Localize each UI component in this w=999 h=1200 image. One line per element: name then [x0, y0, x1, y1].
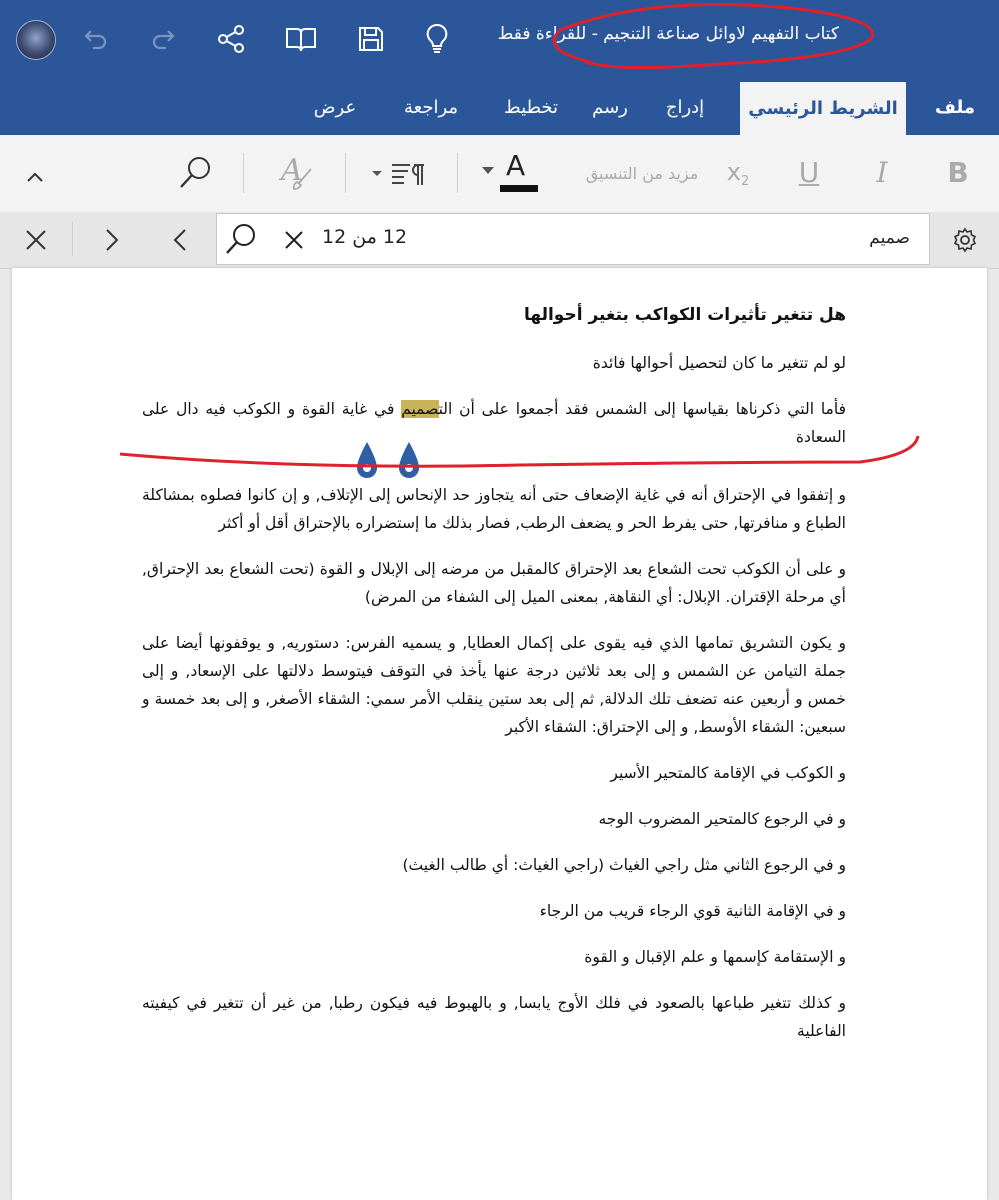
find-search-icon[interactable]: [220, 218, 262, 260]
find-query-text[interactable]: صميم: [869, 228, 910, 248]
paragraph: و في الرجوع الثاني مثل راجي الغياث (راجي الغياث: أي طالب الغيث): [402, 856, 846, 874]
paintbrush-icon: [291, 167, 315, 191]
paragraph-formatting-button[interactable]: [366, 150, 430, 196]
previous-result-button[interactable]: [160, 221, 200, 259]
ribbon-separator: [457, 153, 458, 193]
styles-letter: A: [281, 153, 303, 188]
italic-label: I: [876, 155, 888, 189]
more-formatting-button[interactable]: مزيد من التنسيق: [585, 163, 699, 183]
paragraph: و في الرجوع كالمتحير المضروب الوجه: [598, 810, 846, 828]
find-button[interactable]: [172, 150, 218, 196]
subscript-index: 2: [740, 173, 750, 189]
tab-home[interactable]: الشريط الرئيسي: [740, 82, 906, 135]
font-color-letter: A: [506, 149, 526, 182]
tab-file[interactable]: ملف: [935, 97, 975, 118]
document-heading: هل تتغير تأثيرات الكواكب بتغير أحوالها: [523, 305, 846, 325]
subscript-label: x: [726, 158, 741, 186]
collapse-ribbon-button[interactable]: [18, 160, 52, 194]
share-icon[interactable]: [212, 20, 250, 58]
clear-find-button[interactable]: [276, 222, 312, 258]
paragraph-text: فأما التي ذكرناها بقياسها إلى الشمس فقد أجمعوا على أن الت: [438, 400, 846, 418]
next-result-button[interactable]: [92, 221, 132, 259]
tab-draw[interactable]: رسم: [592, 97, 628, 118]
subscript-button[interactable]: [718, 152, 758, 192]
paragraph: لو لم تتغير ما كان لتحصيل أحوالها فائدة: [592, 354, 846, 372]
paragraph: و في الإقامة الثانية قوي الرجاء قريب من الرجاء: [539, 902, 846, 920]
dropdown-arrow-icon: [482, 167, 494, 175]
selection-end-handle[interactable]: [396, 440, 422, 480]
paragraph: و على أن الكوكب تحت الشعاع بعد الإحتراق كالمقبل من مرضه إلى الإبلال و القوة (تحت الشعاع بعد الإحتراق, أي مرحلة الإقتران. الإبلال: أي النقاهة, بمعنى الميل إلى الشفاء من المرض): [142, 560, 846, 606]
font-color-swatch: [500, 185, 538, 192]
selection-start-handle[interactable]: [354, 440, 380, 480]
undo-icon[interactable]: [78, 20, 114, 56]
paragraph-text: في غاية القوة و الكوكب فيه دال على السعادة: [142, 400, 846, 446]
tab-review[interactable]: مراجعة: [403, 97, 459, 118]
paragraph: و يكون التشريق تمامها الذي فيه يقوى على إكمال العطايا, و يسميه الفرس: دستوريه, و يوقفونها أيضا على جملة التيامن عن الشمس و إلى بعد ثلاثين درجة عنها يأخذ في التوقف فيتوسط دلالتها على الإسعاد, و إلى خمس و أربعين عنه تضعف تلك الدلالة, ثم إلى بعد ستين ينقلب الأمر سمي: الشقاء الأصغر, و إلى بعد خمسة و سبعين: الشقاء الأوسط, و إلى الإحتراق: الشقاء الأكبر: [142, 634, 846, 736]
ribbon-separator: [345, 153, 346, 193]
find-separator: [72, 222, 73, 256]
ribbon-separator: [243, 153, 244, 193]
bold-button[interactable]: [936, 150, 980, 194]
italic-button[interactable]: [862, 150, 902, 194]
tell-me-lightbulb-icon[interactable]: [418, 18, 456, 58]
redo-icon[interactable]: [145, 20, 181, 56]
bold-label: B: [947, 155, 969, 189]
search-match-highlight[interactable]: صميم: [401, 400, 439, 418]
paragraph: و الكوكب في الإقامة كالمتحير الأسير: [610, 764, 846, 782]
document-body[interactable]: [142, 285, 846, 1063]
close-find-button[interactable]: [16, 221, 56, 259]
underline-label: U: [798, 155, 820, 189]
styles-button[interactable]: [272, 150, 322, 196]
reading-mode-icon[interactable]: [281, 20, 321, 58]
find-result-count: 12 من 12: [322, 226, 408, 248]
tab-layout[interactable]: تخطيط: [504, 97, 558, 118]
avatar[interactable]: [16, 20, 56, 60]
font-color-button[interactable]: [478, 148, 544, 196]
document-title: كتاب التفهيم لاوائل صناعة التنجيم - للقراءة فقط: [497, 24, 839, 44]
find-options-gear-icon[interactable]: [946, 222, 984, 258]
paragraph: و إتفقوا في الإحتراق أنه في غاية الإضعاف حتى أنه يتجاوز حد الإنحاس إلى الإتلاف, و إن كانوا فصلوه بمشاكلة الطباع و منافرتها, حتى يفرط الحر و يضعف الرطب, فصار بذلك ما إستضراره بالإحتراق أقل أو أكثر: [142, 486, 846, 532]
save-icon[interactable]: [352, 20, 390, 58]
paragraph: و كذلك تتغير طباعها بالصعود في فلك الأوج يابسا, و بالهبوط فيه فيكون رطبا, من غير أن تتغير في كيفيته الفاعلية: [142, 994, 846, 1040]
paragraph-with-match: [142, 395, 846, 451]
tab-insert[interactable]: إدراج: [665, 97, 705, 118]
underline-button[interactable]: [788, 150, 830, 194]
paragraph: و الإستقامة كإسمها و علم الإقبال و القوة: [584, 948, 846, 966]
tab-view[interactable]: عرض: [313, 97, 357, 118]
